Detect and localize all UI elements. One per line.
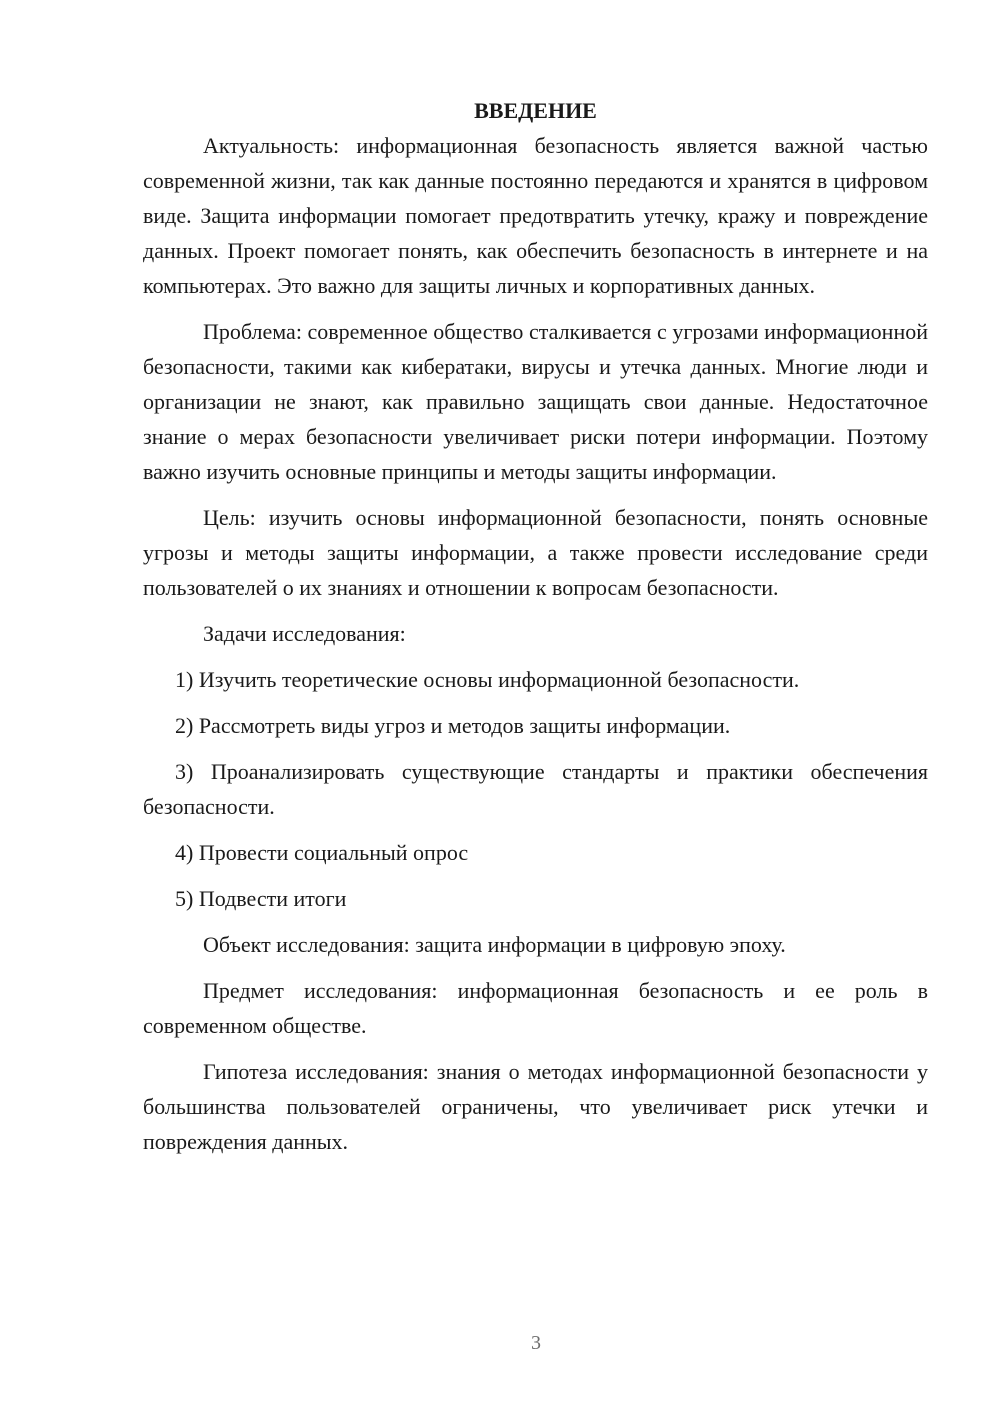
page-number: 3 — [531, 1332, 541, 1354]
task-item: 2) Рассмотреть виды угроз и методов защиты информации. — [175, 713, 731, 738]
hypothesis-paragraph: Гипотеза исследования: знания о методах информационной безопасности у большинства пользователей ограничены, что увеличивает риск утечки и повреждения данных. — [143, 1059, 928, 1154]
task-item: 3) Проанализировать существующие стандарты и практики обеспечения безопасности. — [143, 759, 928, 819]
task-item: 1) Изучить теоретические основы информационной безопасности. — [175, 667, 800, 692]
document-page — [143, 93, 928, 1159]
section-title: ВВЕДЕНИЕ — [474, 98, 597, 123]
problem-paragraph: Проблема: современное общество сталкивается с угрозами информационной безопасности, такими как кибератаки, вирусы и утечка данных. Многие люди и организации не знают, как правильно защищать свои данные. Недостаточное знание о мерах безопасности увеличивает риски потери информации. Поэтому важно изучить основные принципы и методы защиты информации. — [143, 319, 928, 484]
object-paragraph: Объект исследования: защита информации в цифровую эпоху. — [203, 932, 786, 957]
goal-paragraph: Цель: изучить основы информационной безопасности, понять основные угрозы и методы защиты информации, а также провести исследование среди пользователей о их знаниях и отношении к вопросам безопасности. — [143, 505, 928, 600]
task-item: 4) Провести социальный опрос — [175, 840, 469, 865]
task-item: 5) Подвести итоги — [175, 886, 347, 911]
tasks-heading: Задачи исследования: — [203, 621, 406, 646]
subject-paragraph: Предмет исследования: информационная безопасность и ее роль в современном обществе. — [143, 978, 928, 1038]
relevance-paragraph: Актуальность: информационная безопасность является важной частью современной жизни, так как данные постоянно передаются и хранятся в цифровом виде. Защита информации помогает предотвратить утечку, кражу и повреждение данных. Проект помогает понять, как обеспечить безопасность в интернете и на компьютерах. Это важно для защиты личных и корпоративных данных. — [143, 133, 928, 298]
